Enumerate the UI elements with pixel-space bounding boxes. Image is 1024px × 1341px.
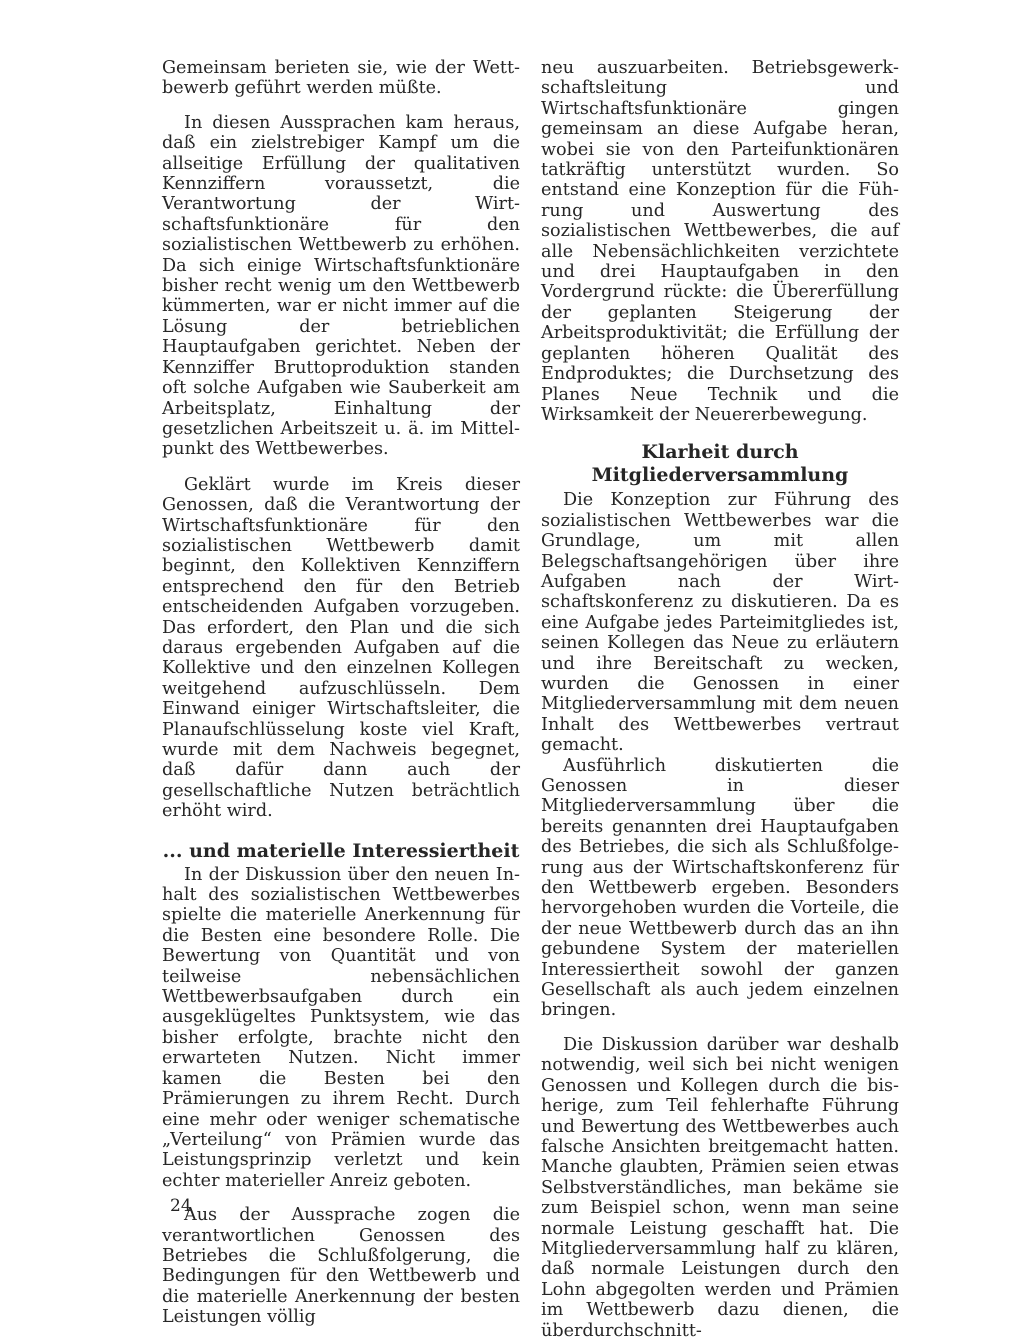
right-column	[541, 58, 899, 1341]
right-paragraph-3: Ausführlich diskutierten die Genossen in dieser Mitgliederversammlung über die bereits genannten drei Hauptaufgaben des Betriebes, die sich als Schlußfolgerung aus der Wirtschaftskonferenz für den Wettbewerb ergeben. Besonders hervorgehoben wurden die Vorteile, die der neue Wettbewerb durch das an ihn gebundene System der materiellen Interessiertheit sowohl der ganzen Gesellschaft als auch jedem einzelnen bringen.	[541, 755, 899, 1021]
left-paragraph-2: In diesen Aussprachen kam heraus, daß ein zielstrebiger Kampf um die allseitige Erfüllung der qualitativen Kennziffern voraussetzt, die Verantwortung der Wirtschaftsfunktionäre für den sozialistischen Wettbewerb zu erhöhen. Da sich einige Wirtschaftsfunktionäre bisher recht wenig um den Wettbewerb kümmerten, war er nicht immer auf die Lösung der betrieblichen Hauptaufgaben gerichtet. Neben der Kennziffer Bruttoproduktion standen oft solche Aufgaben wie Sauberkeit am Arbeitsplatz, Einhaltung der gesetzlichen Arbeitszeit u. ä. im Mittelpunkt des Wettbewerbes.	[162, 112, 520, 460]
section-heading-materielle-interessiertheit: ... und materielle Interessiertheit	[162, 839, 520, 862]
left-paragraph-3: Geklärt wurde im Kreis dieser Genossen, daß die Verantwortung der Wirtschaftsfunktionäre für den sozialistischen Wettbewerb damit beginnt, den Kollektiven Kennziffern entsprechend den für den Betrieb entscheidenden Aufgaben vorzugeben. Das erfordert, den Plan und die sich daraus ergebenden Aufgaben auf die Kollektive und den einzelnen Kollegen weitgehend aufzuschlüsseln. Dem Einwand einiger Wirtschaftsleiter, die Planaufschlüsselung koste viel Kraft, wurde mit dem Nachweis begegnet, daß dafür dann auch der gesellschaftliche Nutzen beträchtlich erhöht wird.	[162, 474, 520, 822]
left-paragraph-4: In der Diskussion über den neuen Inhalt des sozialistischen Wettbewerbes spielte die materielle Anerkennung für die Besten eine besondere Rolle. Die Bewertung von Quantität und von teilweise nebensächlichen Wettbewerbsaufgaben durch ein ausgeklügeltes Punktsystem, wie das bisher erfolgte, brachte nicht den erwarteten Nutzen. Nicht immer kamen die Besten bei den Prämierungen zu ihrem Recht. Durch eine mehr oder weniger schematische „Verteilung“ von Prämien wurde das Leistungsprinzip verletzt und kein echter materieller Anreiz geboten.	[162, 864, 520, 1191]
right-paragraph-2: Die Konzeption zur Führung des sozialistischen Wettbewerbes war die Grundlage, um mit allen Belegschaftsangehörigen über ihre Aufgaben nach der Wirtschaftskonferenz zu diskutieren. Da es eine Aufgabe jedes Parteimitgliedes ist, seinen Kollegen das Neue zu erläutern und ihre Bereitschaft zu wecken, wurden die Genossen in einer Mitgliederversammlung mit dem neuen Inhalt des Wettbewerbes vertraut gemacht.	[541, 490, 899, 756]
section-heading-klarheit	[541, 441, 899, 487]
section-heading-klarheit-line-1: Klarheit durch	[641, 441, 799, 464]
right-paragraph-1: neu auszuarbeiten. Betriebsgewerkschaftsleitung und Wirtschaftsfunktionäre gingen gemeinsam an diese Aufgabe heran, wobei sie von den Parteifunktionären tatkräftig unterstützt wurden. So entstand eine Konzeption für die Führung und Auswertung des sozialistischen Wettbewerbes, die auf alle Nebensächlichkeiten verzichtete und drei Hauptaufgaben in den Vordergrund rückte: die Übererfüllung der geplanten Steigerung der Arbeitsproduktivität; die Erfüllung der geplanten höheren Qualität des Endproduktes; die Durchsetzung des Planes Neue Technik und die Wirksamkeit der Neuererbewegung.	[541, 58, 899, 425]
left-column	[162, 58, 520, 1328]
left-paragraph-5: Aus der Aussprache zogen die verantwortlichen Genossen des Betriebes die Schlußfolgerung, die Bedingungen für den Wettbewerb und die materielle Anerkennung der besten Leistungen völlig	[162, 1205, 520, 1328]
right-paragraph-4: Die Diskussion darüber war deshalb notwendig, weil sich bei nicht wenigen Genossen und Kollegen durch die bisherige, zum Teil fehlerhafte Führung und Bewertung des Wettbewerbes auch falsche Ansichten breitgemacht hatten. Manche glaubten, Prämien seien etwas Selbstverständliches, man bekäme sie zum Beispiel schon, wenn man seine normale Leistung geschafft hat. Die Mitgliederversammlung half zu klären, daß normale Leistungen durch den Lohn abgegolten werden und Prämien im Wettbewerb dazu dienen, die überdurchschnitt-	[541, 1034, 899, 1341]
section-heading-klarheit-line-2: Mitgliederversammlung	[591, 464, 849, 487]
left-paragraph-1: Gemeinsam berieten sie, wie der Wettbewerb geführt werden müßte.	[162, 58, 520, 99]
page-number: 24	[170, 1196, 192, 1216]
